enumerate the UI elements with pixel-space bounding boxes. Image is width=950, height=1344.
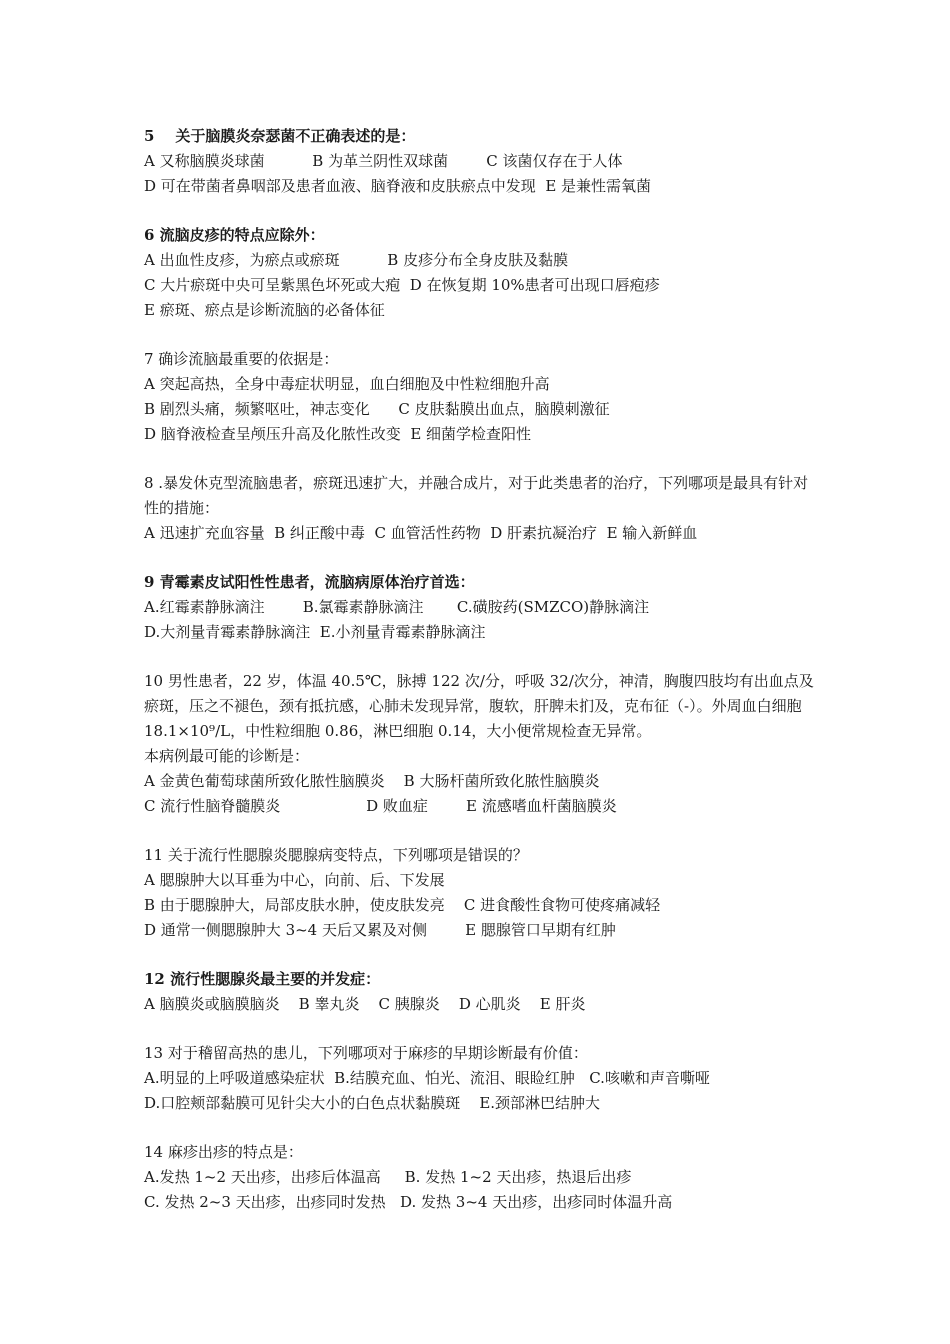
question-line: A 脑膜炎或脑膜脑炎 B 睾丸炎 C 胰腺炎 D 心肌炎 E 肝炎 — [144, 995, 586, 1013]
question-line: C 大片瘀斑中央可呈紫黑色坏死或大疱 D 在恢复期 10%患者可出现口唇疱疹 — [144, 276, 660, 294]
question-block — [144, 669, 814, 819]
question-list — [144, 124, 814, 1239]
question-line: A 出血性皮疹，为瘀点或瘀斑 B 皮疹分布全身皮肤及黏膜 — [144, 251, 569, 269]
question-stem: 5 关于脑膜炎奈瑟菌不正确表述的是： — [144, 127, 416, 145]
question-line: D 脑脊液检查呈颅压升高及化脓性改变 E 细菌学检查阳性 — [144, 425, 532, 443]
question-line: A.明显的上呼吸道感染症状 B.结膜充血、怕光、流泪、眼睑红肿 C.咳嗽和声音嘶哑 — [144, 1069, 710, 1087]
question-line: E 瘀斑、瘀点是诊断流脑的必备体征 — [144, 301, 385, 319]
question-line: A 又称脑膜炎球菌 B 为革兰阴性双球菌 C 该菌仅存在于人体 — [144, 152, 623, 170]
question-line: B 由于腮腺肿大，局部皮肤水肿，使皮肤发亮 C 进食酸性食物可使疼痛减轻 — [144, 896, 661, 914]
question-stem: 8 .暴发休克型流脑患者，瘀斑迅速扩大，并融合成片，对于此类患者的治疗，下列哪项是最具有针对性的措施： — [144, 474, 809, 517]
question-stem: 14 麻疹出疹的特点是： — [144, 1143, 303, 1161]
question-line: D 可在带菌者鼻咽部及患者血液、脑脊液和皮肤瘀点中发现 E 是兼性需氧菌 — [144, 177, 652, 195]
question-line: C 流行性脑脊髓膜炎 D 败血症 E 流感嗜血杆菌脑膜炎 — [144, 797, 617, 815]
question-block — [144, 347, 814, 447]
question-stem: 10 男性患者，22 岁，体温 40.5℃，脉搏 122 次/分，呼吸 32/次分，神清，胸腹四肢均有出血点及瘀斑，压之不褪色，颈有抵抗感，心肺未发现异常，腹软，肝脾未扪及，克布征（-）。外周血白细胞 18.1×10⁹/L，中性粒细胞 0.86，淋巴细胞 0.14，大小便常规检查无异常。 — [144, 672, 814, 740]
question-block — [144, 223, 814, 323]
question-block — [144, 1140, 814, 1215]
question-line: 本病例最可能的诊断是： — [144, 747, 310, 765]
question-stem: 13 对于稽留高热的患儿，下列哪项对于麻疹的早期诊断最有价值： — [144, 1044, 588, 1062]
question-line: B 剧烈头痛，频繁呕吐，神志变化 C 皮肤黏膜出血点，脑膜刺激征 — [144, 400, 610, 418]
question-block — [144, 124, 814, 199]
question-block — [144, 570, 814, 645]
question-line: D 通常一侧腮腺肿大 3~4 天后又累及对侧 E 腮腺管口早期有红肿 — [144, 921, 616, 939]
question-stem: 7 确诊流脑最重要的依据是： — [144, 350, 339, 368]
question-line: C. 发热 2~3 天出疹，出疹同时发热 D. 发热 3~4 天出疹，出疹同时体温升高 — [144, 1193, 673, 1211]
question-line: D.口腔颊部黏膜可见针尖大小的白色点状黏膜斑 E.颈部淋巴结肿大 — [144, 1094, 601, 1112]
question-line: A 金黄色葡萄球菌所致化脓性脑膜炎 B 大肠杆菌所致化脓性脑膜炎 — [144, 772, 600, 790]
question-line: A 腮腺肿大以耳垂为中心，向前、后、下发展 — [144, 871, 445, 889]
question-stem: 6 流脑皮疹的特点应除外： — [144, 226, 325, 244]
question-block — [144, 967, 814, 1017]
question-stem: 12 流行性腮腺炎最主要的并发症： — [144, 970, 381, 988]
question-block — [144, 1041, 814, 1116]
question-stem: 11 关于流行性腮腺炎腮腺病变特点，下列哪项是错误的？ — [144, 846, 528, 864]
question-line: D.大剂量青霉素静脉滴注 E.小剂量青霉素静脉滴注 — [144, 623, 486, 641]
question-line: A.发热 1~2 天出疹，出疹后体温高 B. 发热 1~2 天出疹，热退后出疹 — [144, 1168, 632, 1186]
question-line: A 突起高热，全身中毒症状明显，血白细胞及中性粒细胞升高 — [144, 375, 550, 393]
question-block — [144, 843, 814, 943]
question-block — [144, 471, 814, 546]
question-stem: 9 青霉素皮试阳性性患者，流脑病原体治疗首选： — [144, 573, 475, 591]
question-line: A.红霉素静脉滴注 B.氯霉素静脉滴注 C.磺胺药(SMZCO)静脉滴注 — [144, 598, 650, 616]
question-line: A 迅速扩充血容量 B 纠正酸中毒 C 血管活性药物 D 肝素抗凝治疗 E 输入新鲜血 — [144, 524, 698, 542]
